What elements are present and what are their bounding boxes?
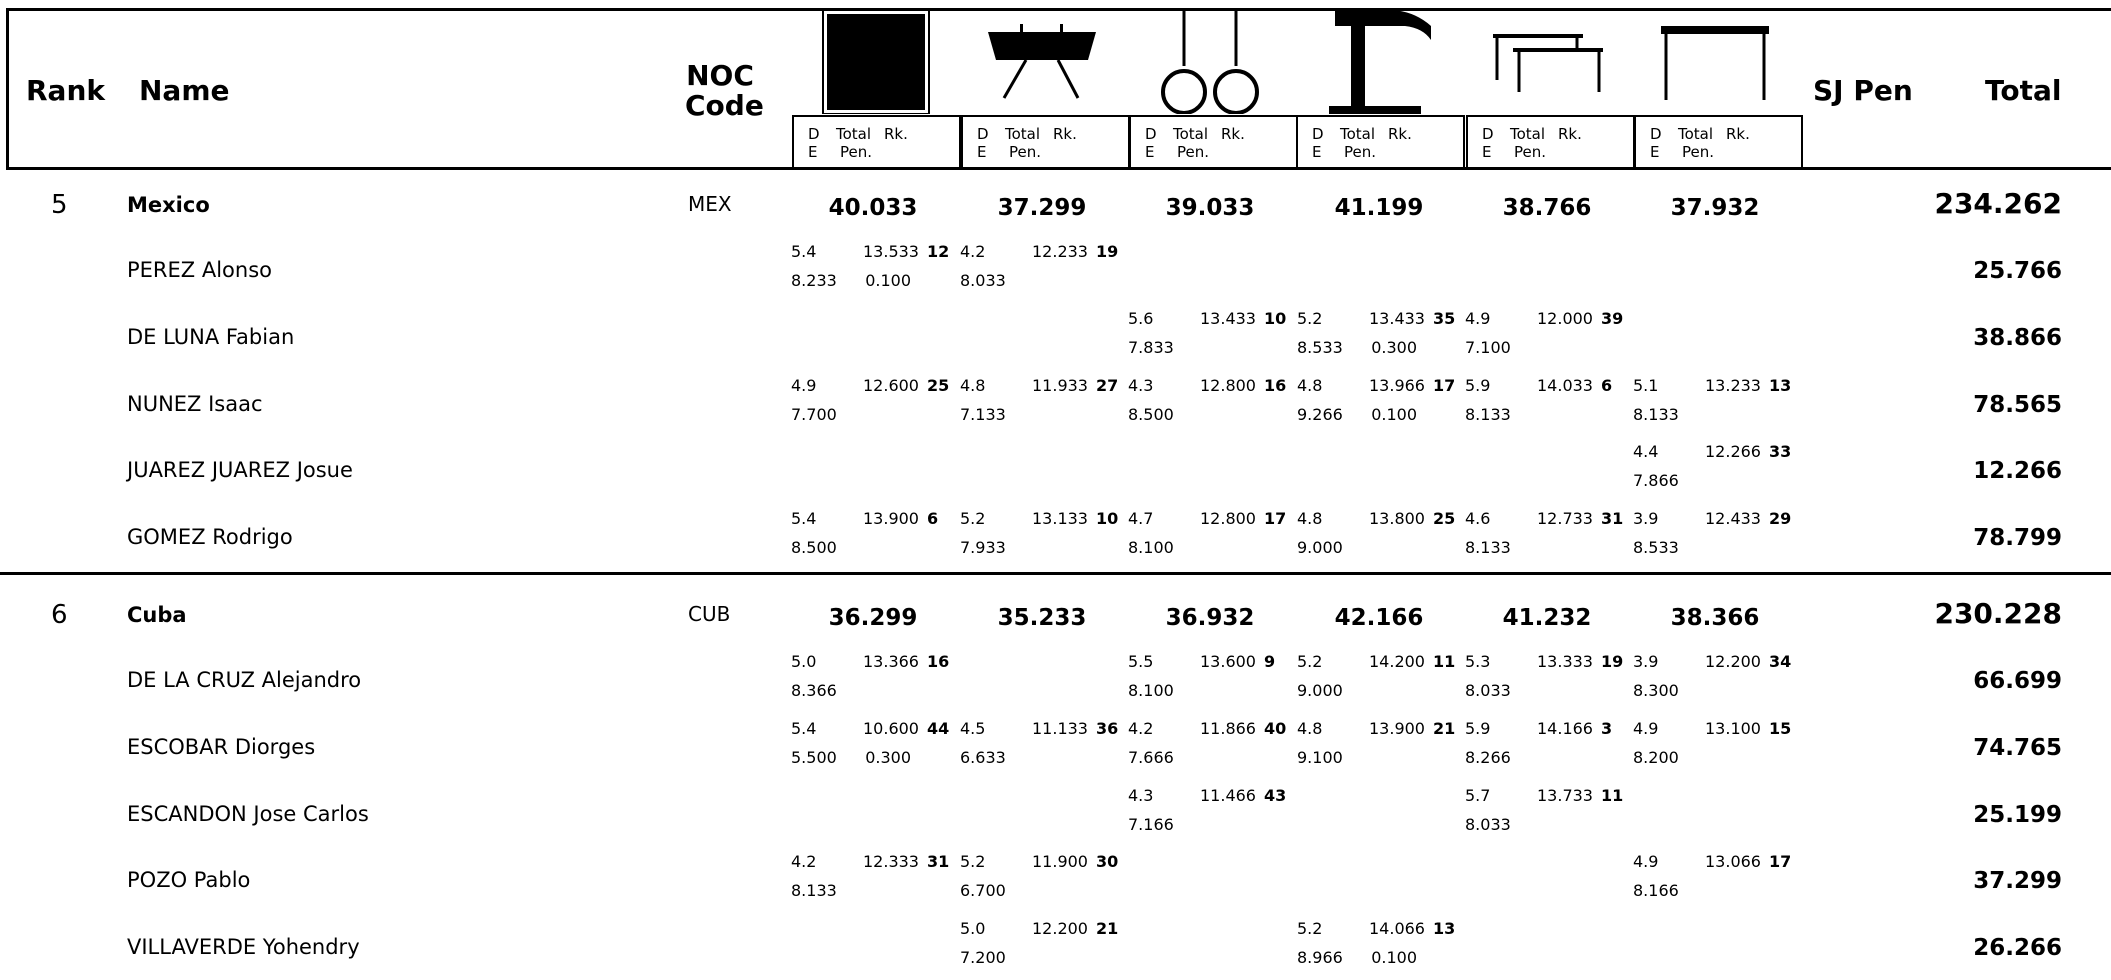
team-rank: 5 xyxy=(51,190,68,220)
apparatus-total-score: 12.266 xyxy=(1705,442,1761,462)
athlete-total-score: 38.866 xyxy=(1973,324,2062,351)
apparatus-d-score: 4.3 xyxy=(1128,375,1154,395)
parallel-bars-icon xyxy=(1463,8,1629,114)
rank-column-header: Rank xyxy=(26,74,106,107)
apparatus-d-score: 4.2 xyxy=(1128,718,1154,738)
apparatus-d-score: 5.6 xyxy=(1128,308,1154,328)
athlete-total-score: 12.266 xyxy=(1973,458,2062,485)
apparatus-total-score: 13.966 xyxy=(1369,375,1425,395)
team-separator-line xyxy=(0,572,2111,575)
apparatus-d-score: 3.9 xyxy=(1633,509,1659,529)
apparatus-e-score: 7.833 xyxy=(1128,337,1174,357)
apparatus-rank: 17 xyxy=(1264,509,1287,529)
apparatus-rank: 21 xyxy=(1096,919,1119,939)
athlete-total-score: 74.765 xyxy=(1973,734,2062,761)
athlete-total-score: 37.299 xyxy=(1973,868,2062,895)
subheader-rk-label: Rk. xyxy=(884,125,908,143)
subheader-pen-label: Pen. xyxy=(1009,143,1042,161)
apparatus-d-score: 5.2 xyxy=(960,852,986,872)
team-apparatus-score: 37.299 xyxy=(997,195,1087,221)
subheader-rk-label: Rk. xyxy=(1388,125,1412,143)
athlete-total-score: 26.266 xyxy=(1973,935,2062,962)
athlete-total-score: 25.766 xyxy=(1973,258,2062,284)
subheader-e-label: E xyxy=(1145,143,1155,161)
subheader-pen-label: Pen. xyxy=(1514,143,1547,161)
apparatus-total-score: 12.333 xyxy=(863,852,919,872)
apparatus-e-score: 8.133 xyxy=(1465,538,1511,558)
apparatus-e-score: 8.033 xyxy=(1465,681,1511,700)
apparatus-subheader-4 xyxy=(1296,115,1465,170)
apparatus-subheader-6 xyxy=(1634,115,1803,170)
apparatus-d-score: 4.5 xyxy=(960,718,986,738)
apparatus-total-score: 11.933 xyxy=(1032,375,1088,395)
apparatus-total-score: 14.200 xyxy=(1369,652,1425,671)
apparatus-total-score: 13.800 xyxy=(1369,509,1425,529)
apparatus-rank: 43 xyxy=(1264,785,1287,805)
apparatus-e-score: 5.500 xyxy=(791,747,837,767)
rings-icon xyxy=(1126,8,1292,114)
team-total-score: 234.262 xyxy=(1934,187,2062,220)
apparatus-rank: 11 xyxy=(1433,652,1456,671)
apparatus-total-score: 12.233 xyxy=(1032,242,1088,261)
apparatus-penalty: 0.300 xyxy=(1371,337,1417,357)
athlete-name: NUNEZ Isaac xyxy=(127,391,263,416)
apparatus-rank: 13 xyxy=(1769,375,1792,395)
apparatus-e-score: 7.166 xyxy=(1128,814,1174,834)
apparatus-total-score: 12.800 xyxy=(1200,509,1256,529)
apparatus-total-score: 13.100 xyxy=(1705,718,1761,738)
subheader-total-label: Total xyxy=(1005,125,1041,143)
apparatus-total-score: 13.366 xyxy=(863,652,919,671)
apparatus-d-score: 5.5 xyxy=(1128,652,1154,671)
apparatus-e-score: 7.133 xyxy=(960,404,1006,424)
apparatus-e-score: 8.100 xyxy=(1128,538,1174,558)
apparatus-rank: 31 xyxy=(927,852,950,872)
apparatus-e-score: 9.000 xyxy=(1297,538,1343,558)
subheader-d-label: D xyxy=(1312,125,1324,143)
apparatus-total-score: 13.233 xyxy=(1705,375,1761,395)
subheader-e-label: E xyxy=(1312,143,1322,161)
apparatus-total-score: 14.066 xyxy=(1369,919,1425,939)
apparatus-total-score: 11.133 xyxy=(1032,718,1088,738)
apparatus-rank: 33 xyxy=(1769,442,1792,462)
apparatus-d-score: 4.6 xyxy=(1465,509,1491,529)
apparatus-total-score: 13.733 xyxy=(1537,785,1593,805)
apparatus-total-score: 10.600 xyxy=(863,718,919,738)
athlete-name: DE LA CRUZ Alejandro xyxy=(127,668,362,692)
subheader-pen-label: Pen. xyxy=(1177,143,1210,161)
apparatus-rank: 13 xyxy=(1433,919,1456,939)
apparatus-d-score: 4.3 xyxy=(1128,785,1154,805)
apparatus-rank: 25 xyxy=(927,375,950,395)
apparatus-e-score: 8.133 xyxy=(1633,404,1679,424)
subheader-rk-label: Rk. xyxy=(1558,125,1582,143)
apparatus-rank: 6 xyxy=(927,509,939,529)
apparatus-e-score: 8.233 xyxy=(791,271,837,290)
apparatus-e-score: 7.666 xyxy=(1128,747,1174,767)
team-apparatus-score: 38.366 xyxy=(1670,605,1760,631)
apparatus-d-score: 5.1 xyxy=(1633,375,1659,395)
apparatus-total-score: 12.800 xyxy=(1200,375,1256,395)
apparatus-rank: 10 xyxy=(1096,509,1119,529)
apparatus-d-score: 5.2 xyxy=(960,509,986,529)
floor-exercise-icon xyxy=(789,8,955,114)
apparatus-e-score: 7.866 xyxy=(1633,471,1679,491)
apparatus-rank: 12 xyxy=(927,242,950,261)
apparatus-d-score: 4.8 xyxy=(960,375,986,395)
apparatus-d-score: 5.7 xyxy=(1465,785,1491,805)
subheader-pen-label: Pen. xyxy=(1344,143,1377,161)
apparatus-rank: 6 xyxy=(1601,375,1613,395)
apparatus-d-score: 4.9 xyxy=(1633,718,1659,738)
total-column-header: Total xyxy=(1985,74,2062,107)
apparatus-rank: 19 xyxy=(1601,652,1624,671)
apparatus-d-score: 4.9 xyxy=(1633,852,1659,872)
apparatus-d-score: 5.2 xyxy=(1297,652,1323,671)
team-apparatus-score: 38.766 xyxy=(1502,195,1592,221)
apparatus-e-score: 6.633 xyxy=(960,747,1006,767)
team-name: Cuba xyxy=(127,603,187,627)
name-column-header: Name xyxy=(139,74,230,107)
apparatus-rank: 30 xyxy=(1096,852,1119,872)
team-apparatus-score: 40.033 xyxy=(828,195,918,221)
apparatus-penalty: 0.100 xyxy=(1371,948,1417,968)
apparatus-e-score: 8.300 xyxy=(1633,681,1679,700)
apparatus-rank: 21 xyxy=(1433,718,1456,738)
apparatus-rank: 16 xyxy=(927,652,950,671)
team-noc-code: CUB xyxy=(688,602,731,626)
apparatus-rank: 31 xyxy=(1601,509,1624,529)
apparatus-d-score: 4.2 xyxy=(960,242,986,261)
apparatus-e-score: 7.200 xyxy=(960,948,1006,968)
apparatus-d-score: 4.8 xyxy=(1297,375,1323,395)
athlete-total-score: 78.799 xyxy=(1973,525,2062,552)
apparatus-rank: 19 xyxy=(1096,242,1119,261)
subheader-e-label: E xyxy=(977,143,987,161)
horizontal-bar-icon xyxy=(1631,8,1797,114)
apparatus-total-score: 13.066 xyxy=(1705,852,1761,872)
team-noc-code: MEX xyxy=(688,192,732,216)
apparatus-e-score: 8.100 xyxy=(1128,681,1174,700)
subheader-d-label: D xyxy=(1650,125,1662,143)
pommel-horse-icon xyxy=(958,8,1124,114)
apparatus-e-score: 8.166 xyxy=(1633,881,1679,901)
apparatus-d-score: 4.4 xyxy=(1633,442,1659,462)
apparatus-subheader-5 xyxy=(1466,115,1635,170)
apparatus-rank: 44 xyxy=(927,718,950,738)
subheader-d-label: D xyxy=(977,125,989,143)
team-apparatus-score: 41.199 xyxy=(1334,195,1424,221)
apparatus-e-score: 8.266 xyxy=(1465,747,1511,767)
apparatus-total-score: 12.000 xyxy=(1537,308,1593,328)
sj-pen-column-header: SJ Pen xyxy=(1813,74,1913,107)
noc-code-column-header xyxy=(685,59,764,122)
apparatus-rank: 9 xyxy=(1264,652,1276,671)
apparatus-d-score: 4.2 xyxy=(791,852,817,872)
apparatus-e-score: 9.000 xyxy=(1297,681,1343,700)
apparatus-rank: 10 xyxy=(1264,308,1287,328)
apparatus-d-score: 5.9 xyxy=(1465,718,1491,738)
apparatus-d-score: 5.4 xyxy=(791,718,817,738)
subheader-rk-label: Rk. xyxy=(1053,125,1077,143)
team-name: Mexico xyxy=(127,193,210,217)
apparatus-penalty: 0.100 xyxy=(865,271,911,290)
athlete-total-score: 78.565 xyxy=(1973,391,2062,418)
team-rank: 6 xyxy=(51,600,68,630)
apparatus-d-score: 5.9 xyxy=(1465,375,1491,395)
apparatus-total-score: 12.733 xyxy=(1537,509,1593,529)
subheader-e-label: E xyxy=(1482,143,1492,161)
apparatus-rank: 27 xyxy=(1096,375,1119,395)
team-apparatus-score: 42.166 xyxy=(1334,605,1424,631)
apparatus-total-score: 12.433 xyxy=(1705,509,1761,529)
athlete-name: ESCANDON Jose Carlos xyxy=(127,801,369,826)
athlete-name: GOMEZ Rodrigo xyxy=(127,525,293,550)
apparatus-d-score: 4.8 xyxy=(1297,509,1323,529)
apparatus-total-score: 13.600 xyxy=(1200,652,1256,671)
apparatus-e-score: 8.033 xyxy=(960,271,1006,290)
team-apparatus-score: 41.232 xyxy=(1502,605,1592,631)
apparatus-d-score: 5.0 xyxy=(960,919,986,939)
team-apparatus-score: 36.932 xyxy=(1165,605,1255,631)
team-apparatus-score: 39.033 xyxy=(1165,195,1255,221)
apparatus-total-score: 13.900 xyxy=(863,509,919,529)
apparatus-rank: 39 xyxy=(1601,308,1624,328)
apparatus-rank: 17 xyxy=(1433,375,1456,395)
apparatus-e-score: 7.933 xyxy=(960,538,1006,558)
apparatus-e-score: 8.133 xyxy=(1465,404,1511,424)
team-apparatus-score: 36.299 xyxy=(828,605,918,631)
subheader-rk-label: Rk. xyxy=(1221,125,1245,143)
apparatus-d-score: 4.8 xyxy=(1297,718,1323,738)
noc-header-line1: NOC xyxy=(686,59,754,92)
apparatus-total-score: 11.900 xyxy=(1032,852,1088,872)
apparatus-total-score: 13.433 xyxy=(1200,308,1256,328)
apparatus-penalty: 0.300 xyxy=(865,747,911,767)
apparatus-e-score: 7.700 xyxy=(791,404,837,424)
apparatus-rank: 3 xyxy=(1601,718,1613,738)
apparatus-total-score: 13.533 xyxy=(863,242,919,261)
subheader-total-label: Total xyxy=(1173,125,1209,143)
subheader-total-label: Total xyxy=(1340,125,1376,143)
subheader-rk-label: Rk. xyxy=(1726,125,1750,143)
apparatus-total-score: 13.433 xyxy=(1369,308,1425,328)
apparatus-subheader-1 xyxy=(792,115,961,170)
apparatus-subheader-3 xyxy=(1129,115,1298,170)
apparatus-d-score: 4.9 xyxy=(791,375,817,395)
apparatus-d-score: 5.2 xyxy=(1297,308,1323,328)
apparatus-d-score: 5.4 xyxy=(791,242,817,261)
athlete-name: JUAREZ JUAREZ Josue xyxy=(127,458,353,483)
apparatus-total-score: 14.033 xyxy=(1537,375,1593,395)
apparatus-d-score: 5.4 xyxy=(791,509,817,529)
apparatus-total-score: 12.200 xyxy=(1032,919,1088,939)
apparatus-e-score: 8.500 xyxy=(1128,404,1174,424)
vault-icon xyxy=(1293,8,1459,114)
apparatus-total-score: 12.600 xyxy=(863,375,919,395)
apparatus-e-score: 8.533 xyxy=(1633,538,1679,558)
apparatus-d-score: 5.3 xyxy=(1465,652,1491,671)
apparatus-rank: 40 xyxy=(1264,718,1287,738)
apparatus-e-score: 8.500 xyxy=(791,538,837,558)
subheader-e-label: E xyxy=(1650,143,1660,161)
apparatus-e-score: 8.033 xyxy=(1465,814,1511,834)
apparatus-total-score: 13.133 xyxy=(1032,509,1088,529)
apparatus-rank: 15 xyxy=(1769,718,1792,738)
apparatus-d-score: 5.0 xyxy=(791,652,817,671)
apparatus-total-score: 13.900 xyxy=(1369,718,1425,738)
subheader-d-label: D xyxy=(1145,125,1157,143)
subheader-pen-label: Pen. xyxy=(1682,143,1715,161)
athlete-name: ESCOBAR Diorges xyxy=(127,734,316,759)
apparatus-penalty: 0.100 xyxy=(1371,404,1417,424)
subheader-total-label: Total xyxy=(836,125,872,143)
athlete-name: DE LUNA Fabian xyxy=(127,324,295,349)
apparatus-e-score: 9.266 xyxy=(1297,404,1343,424)
subheader-total-label: Total xyxy=(1510,125,1546,143)
apparatus-rank: 16 xyxy=(1264,375,1287,395)
athlete-name: PEREZ Alonso xyxy=(127,258,273,282)
apparatus-subheader-2 xyxy=(961,115,1130,170)
apparatus-d-score: 5.2 xyxy=(1297,919,1323,939)
team-total-score: 230.228 xyxy=(1934,597,2062,630)
apparatus-e-score: 6.700 xyxy=(960,881,1006,901)
apparatus-rank: 29 xyxy=(1769,509,1792,529)
apparatus-total-score: 12.200 xyxy=(1705,652,1761,671)
athlete-total-score: 66.699 xyxy=(1973,668,2062,694)
apparatus-e-score: 8.533 xyxy=(1297,337,1343,357)
apparatus-e-score: 8.366 xyxy=(791,681,837,700)
apparatus-e-score: 7.100 xyxy=(1465,337,1511,357)
apparatus-total-score: 13.333 xyxy=(1537,652,1593,671)
apparatus-rank: 34 xyxy=(1769,652,1792,671)
team-apparatus-score: 35.233 xyxy=(997,605,1087,631)
apparatus-d-score: 4.7 xyxy=(1128,509,1154,529)
subheader-total-label: Total xyxy=(1678,125,1714,143)
apparatus-rank: 35 xyxy=(1433,308,1456,328)
apparatus-e-score: 9.100 xyxy=(1297,747,1343,767)
team-apparatus-score: 37.932 xyxy=(1670,195,1760,221)
apparatus-rank: 25 xyxy=(1433,509,1456,529)
noc-header-line2: Code xyxy=(685,89,764,122)
subheader-e-label: E xyxy=(808,143,818,161)
apparatus-e-score: 8.133 xyxy=(791,881,837,901)
apparatus-e-score: 8.966 xyxy=(1297,948,1343,968)
apparatus-e-score: 8.200 xyxy=(1633,747,1679,767)
subheader-pen-label: Pen. xyxy=(840,143,873,161)
athlete-total-score: 25.199 xyxy=(1973,801,2062,828)
apparatus-total-score: 14.166 xyxy=(1537,718,1593,738)
athlete-name: POZO Pablo xyxy=(127,868,251,893)
apparatus-rank: 11 xyxy=(1601,785,1624,805)
apparatus-rank: 36 xyxy=(1096,718,1119,738)
apparatus-rank: 17 xyxy=(1769,852,1792,872)
subheader-d-label: D xyxy=(808,125,820,143)
athlete-name: VILLAVERDE Yohendry xyxy=(127,935,360,960)
apparatus-total-score: 11.866 xyxy=(1200,718,1256,738)
apparatus-total-score: 11.466 xyxy=(1200,785,1256,805)
apparatus-d-score: 4.9 xyxy=(1465,308,1491,328)
subheader-d-label: D xyxy=(1482,125,1494,143)
apparatus-d-score: 3.9 xyxy=(1633,652,1659,671)
